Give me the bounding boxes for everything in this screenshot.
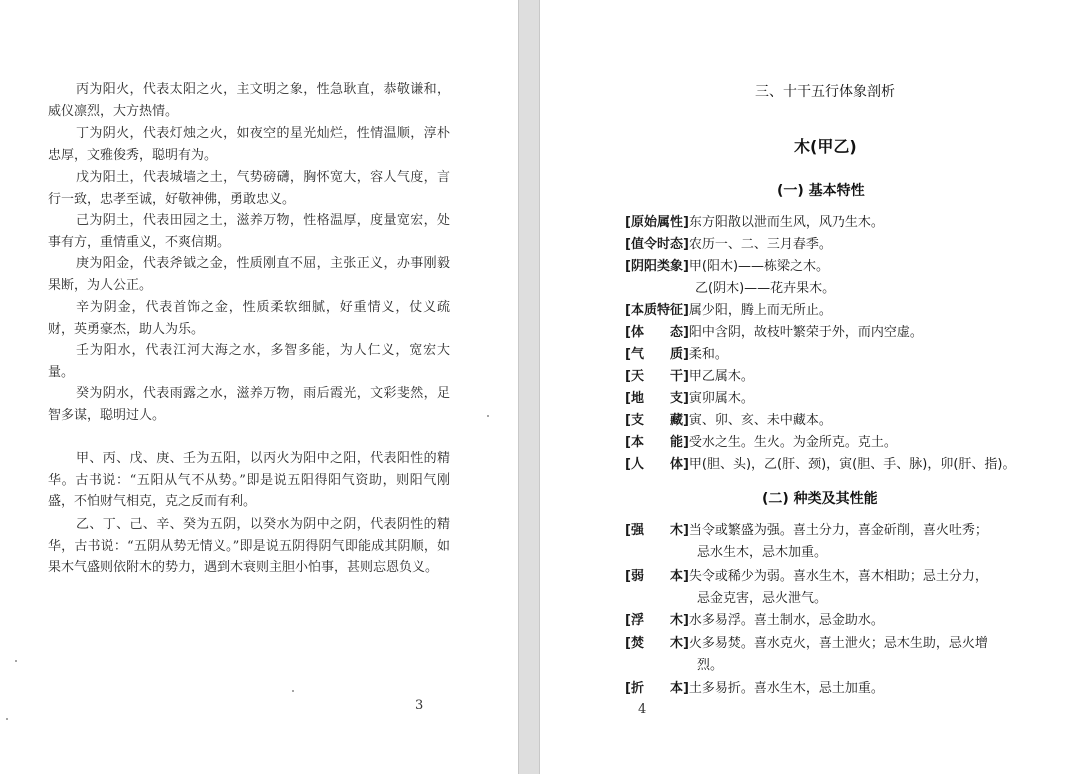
kind-item-broken: [折 本]土多易折。喜水生木，忌土加重。 [625,681,884,696]
basic-item-body: [人 体]甲(胆、头)，乙(肝、颈)，寅(胆、手、脉)，卯(肝、指)。 [625,457,1016,472]
right-page [540,0,1075,774]
paragraph-five-yang: 甲、丙、戊、庚、壬为五阳，以丙火为阳中之阳，代表阳性的精华。古书说：“五阳从气不从势。”即是说五阳得阳气资助，则阳气刚盛，不怕财气相克，克之反而有利。 [48,451,450,509]
scan-speck [292,690,294,692]
paragraph-ji: 己为阴土，代表田园之土，滋养万物，性格温厚，度量宽宏，处事有方，重情重义，不爽信期。 [48,213,450,250]
scan-speck [15,660,17,662]
kind-item-burning: [焚 木]火多易焚。喜水克火，喜土泄火；忌木生助，忌火增 [625,636,988,651]
basic-item-origin: [原始属性]东方阳散以泄而生风，风乃生木。 [625,215,884,230]
paragraph-five-yin: 乙、丁、己、辛、癸为五阴，以癸水为阴中之阴，代表阴性的精华，古书说：“五阴从势无情义。”即是说五阴得阴气即能成其阴顺，如果木气盛则依附木的势力，遇到木衰则主胆小怕事，甚则忘恩负义。 [48,517,450,575]
paragraph-ding: 丁为阴火，代表灯烛之火，如夜空的星光灿烂，性情温顺，淳朴忠厚，文雅俊秀，聪明有为。 [48,126,450,163]
page-number-right: 4 [638,702,647,717]
subsection-basic: (一) 基本特性 [777,183,865,199]
kind-item-weak-cont: 忌金克害，忌火泄气。 [697,591,828,606]
element-title: 木(甲乙) [794,137,857,156]
page-number-left: 3 [415,698,424,713]
page-gutter [518,0,540,774]
basic-item-temperament: [气 质]柔和。 [625,347,728,362]
paragraph-wu: 戊为阳土，代表城墙之土，气势磅礴，胸怀宽大，容人气度，言行一致，忠孝至诚，好敬神佛，勇敢忠义。 [48,170,450,207]
basic-item-hidden: [支 藏]寅、卯、亥、未中藏本。 [625,413,832,428]
basic-item-branch: [地 支]寅卯属木。 [625,391,754,406]
basic-item-ability: [本 能]受水之生。生火。为金所克。克土。 [625,435,897,450]
basic-item-yinyang: [阴阳类象]甲(阳木)——栋梁之木。 [625,259,830,274]
paragraph-bing: 丙为阳火，代表太阳之火，主文明之象，性急耿直，恭敬谦和，威仪凛烈，大方热情。 [48,82,450,119]
paragraph-geng: 庚为阳金，代表斧钺之金，性质刚直不屈，主张正义，办事刚毅果断，为人公正。 [48,256,450,293]
left-page [0,0,518,774]
section-title: 三、十干五行体象剖析 [755,84,895,100]
kind-item-strong-cont: 忌水生木，忌木加重。 [697,545,828,560]
basic-item-stem: [天 干]甲乙属木。 [625,369,754,384]
paragraph-xin: 辛为阴金，代表首饰之金，性质柔软细腻，好重情义，仗义疏财，英勇豪杰，助人为乐。 [48,300,450,337]
kind-item-weak: [弱 本]失令或稀少为弱。喜水生木，喜木相助；忌土分力， [625,569,988,584]
kind-item-strong: [强 木]当令或繁盛为强。喜土分力，喜金斫削，喜火吐秀； [625,523,988,538]
kind-item-burning-cont: 烈。 [697,658,724,673]
basic-item-form: [体 态]阳中含阴，故枝叶繁荣于外，而内空虚。 [625,325,923,340]
basic-item-yin-wood: 乙(阴木)——花卉果木。 [695,281,836,296]
paragraph-gui: 癸为阴水，代表雨露之水，滋养万物，雨后霞光，文彩斐然，足智多谋，聪明过人。 [48,386,450,423]
scan-speck [487,415,489,417]
basic-item-nature: [本质特征]属少阳，腾上而无所止。 [625,303,832,318]
kind-item-floating: [浮 木]水多易浮。喜土制水，忌金助水。 [625,613,884,628]
subsection-kinds: (二) 种类及其性能 [762,491,878,507]
scan-speck [6,718,8,720]
paragraph-ren: 壬为阳水，代表江河大海之水，多智多能，为人仁义，宽宏大量。 [48,343,450,380]
basic-item-season: [值令时态]农历一、二、三月春季。 [625,237,832,252]
